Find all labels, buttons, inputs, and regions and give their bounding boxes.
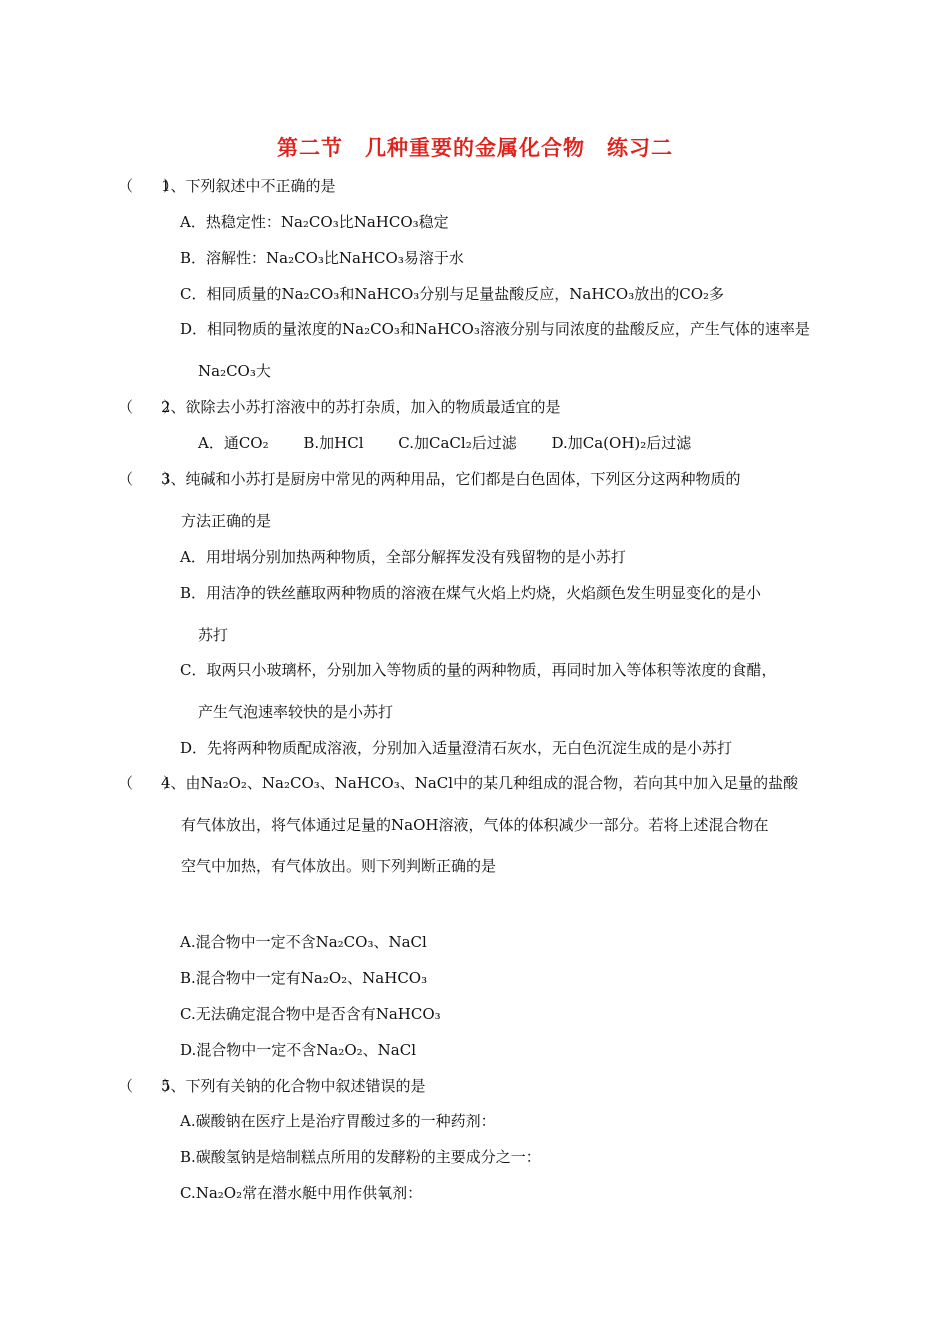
page-title: 第二节 几种重要的金属化合物 练习二 xyxy=(277,136,673,160)
question-3-option-c-cont: 产生气泡速率较快的是小苏打 xyxy=(198,703,394,721)
question-5-option-a: A.碳酸钠在医疗上是治疗胃酸过多的一种药剂： xyxy=(180,1112,496,1130)
question-2-options: A．通CO₂ B.加HCl C.加CaCl₂后过滤 D.加Ca(OH)₂后过滤 xyxy=(198,434,692,452)
question-1-option-c: C．相同质量的Na₂CO₃和NaHCO₃分别与足量盐酸反应，NaHCO₃放出的CO₂多 xyxy=(180,285,725,303)
question-1-option-a: A．热稳定性：Na₂CO₃比NaHCO₃稳定 xyxy=(180,213,449,231)
question-3-option-d: D．先将两种物质配成溶液，分别加入适量澄清石灰水，无白色沉淀生成的是小苏打 xyxy=(180,739,733,757)
question-4-stem: 4、由Na₂O₂、Na₂CO₃、NaHCO₃、NaCl中的某几种组成的混合物，若向其中加入足量的盐酸 xyxy=(161,774,799,792)
answer-blank-4: （ ） xyxy=(118,774,179,792)
question-4-option-a: A.混合物中一定不含Na₂CO₃、NaCl xyxy=(180,933,427,951)
question-1-stem: 1、下列叙述中不正确的是 xyxy=(161,177,336,195)
answer-blank-5: （ ） xyxy=(118,1077,179,1095)
question-4-option-d: D.混合物中一定不含Na₂O₂、NaCl xyxy=(180,1041,416,1059)
answer-blank-1: （ ） xyxy=(118,177,179,195)
question-5-option-b: B.碳酸氢钠是焙制糕点所用的发酵粉的主要成分之一： xyxy=(180,1148,541,1166)
question-1-option-d: D．相同物质的量浓度的Na₂CO₃和NaHCO₃溶液分别与同浓度的盐酸反应，产生气体的速率是 xyxy=(180,320,810,338)
question-3-option-b-cont: 苏打 xyxy=(198,626,229,644)
question-4-stem-cont: 有气体放出，将气体通过足量的NaOH溶液，气体的体积减少一部分。若将上述混合物在 xyxy=(181,816,769,834)
question-3-option-c: C．取两只小玻璃杯，分别加入等物质的量的两种物质，再同时加入等体积等浓度的食醋， xyxy=(180,661,777,679)
question-5-stem: 5、下列有关钠的化合物中叙述错误的是 xyxy=(161,1077,426,1095)
question-1-option-d-cont: Na₂CO₃大 xyxy=(198,362,271,380)
question-4-option-b: B.混合物中一定有Na₂O₂、NaHCO₃ xyxy=(180,969,428,987)
question-3-option-b: B．用洁净的铁丝蘸取两种物质的溶液在煤气火焰上灼烧，火焰颜色发生明显变化的是小 xyxy=(180,584,762,602)
answer-blank-3: （ ） xyxy=(118,470,179,488)
answer-blank-2: （ ） xyxy=(118,398,179,416)
question-5-option-c: C.Na₂O₂常在潜水艇中用作供氧剂： xyxy=(180,1184,423,1202)
question-4-stem-cont2: 空气中加热，有气体放出。则下列判断正确的是 xyxy=(181,857,497,875)
question-2-stem: 2、欲除去小苏打溶液中的苏打杂质，加入的物质最适宜的是 xyxy=(161,398,561,416)
question-4-option-c: C.无法确定混合物中是否含有NaHCO₃ xyxy=(180,1005,441,1023)
question-1-option-b: B．溶解性：Na₂CO₃比NaHCO₃易溶于水 xyxy=(180,249,464,267)
question-3-stem-cont: 方法正确的是 xyxy=(181,512,272,530)
question-3-option-a: A．用坩埚分别加热两种物质，全部分解挥发没有残留物的是小苏打 xyxy=(180,548,626,566)
question-3-stem: 3、纯碱和小苏打是厨房中常见的两种用品，它们都是白色固体，下列区分这两种物质的 xyxy=(161,470,741,488)
